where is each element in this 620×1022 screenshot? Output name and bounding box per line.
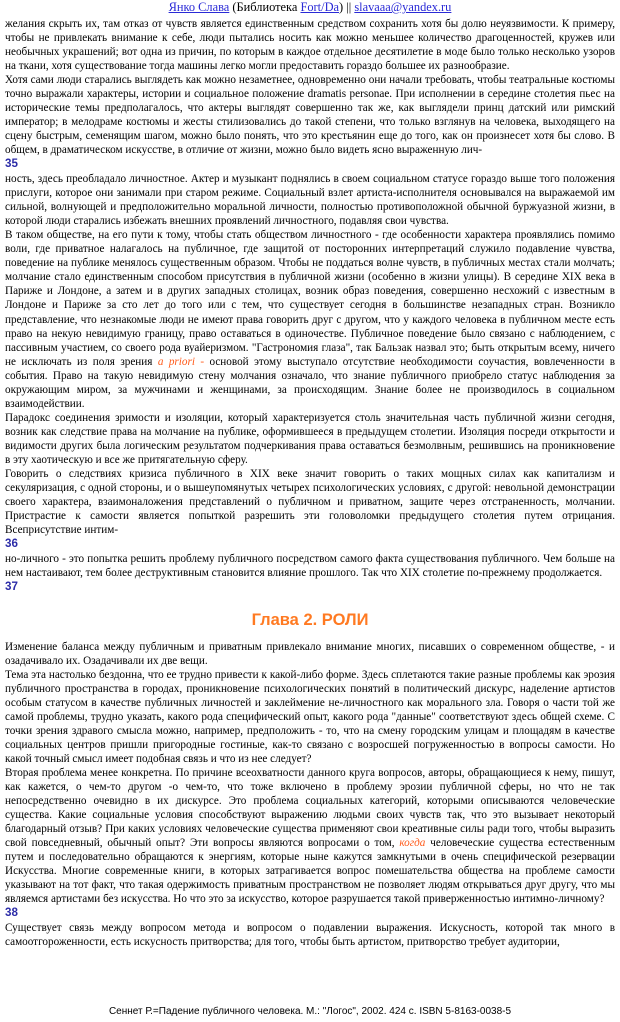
- paragraph: но-личного - это попытка решить проблему публичного посредством самого факта существования публичного. Чем больше на нем настаивают, тем более деструктивным становится влияние прошлого. Так что XIX столетие по-прежнему продолжается.: [5, 552, 615, 579]
- paragraph: Тема эта настолько бездонна, что ее трудно привести к какой-либо форме. Здесь сплетаются такие разные проблемы как эрозия публичного пространства в городах, проникновение психологических понятий в политический дискурс, наделение артистов особым статусом в качестве публичных личностей и заклеймение не-личностного как морального зла. Говоря о части той же самой проблемы, трудно указать, какого рода специфический опыт, какого рода "данные" соответствуют здесь общей схеме. С точки зрения здравого смысла можно, например, предположить - то, что на смену городским улицам и площадям в качестве социальных центров пришли пригородные гостиные, как-то связано с возросшей погруженностью в вопросы самости. Но какой точный смысл имеет подобная связь и что из нее следует?: [5, 668, 615, 765]
- paragraph-text: В таком обществе, на его пути к тому, чтобы стать обществом личностного - где особенности характера проявлялись помимо воли, где приватное налагалось на публичное, где защитой от посторонних интерпретаций служило подавление чувства, поведение на публике менялось существенным образом. Чтобы не поддаться волне чувств, в публичных местах стали молчать; молчание стало единственным способом присутствия в публичной жизни (особенно в жизни улицы). В середине XIX века в Париже и Лондоне, а затем и в других западных столицах, возник образ поведения, совершенно несхожий с известным в Лондоне и Париже за сто лет до того или с тем, что существует сегодня в большинстве незападных стран. Возникло представление, что незнакомые люди не имеют права говорить друг с другом, что у каждого человека в публичном месте есть право на некую невидимую границу, право оставаться в одиночестве. Публичное поведение было связано с наблюдением, с пассивным участием, со своего рода вуайеризмом. "Гастрономия глаза", так Бальзак назвал это; быть открытым всему, ничего не исключать из поля зрения: [5, 229, 615, 368]
- paragraph-text: человеческие существа естественным путем и последовательно обращаются к энергиям, которые ныне кажутся замкнутыми в очень специфической резервации Искусства. Многие современные книги, в которых затрагивается вопрос помешательства общества на проблеме самости указывают на тот факт, что такая одержимость приватным пространством не позволяет людям открываться друг другу, что мы являемся артистами без искусства. Но что это за искусство, которое разрушается такой приверженностью интимно-личному?: [5, 837, 615, 906]
- paragraph: Говорить о следствиях кризиса публичного в XIX веке значит говорить о таких мощных силах как капитализм и секуляризация, с одной стороны, и о вышеупомянутых четырех психологических условиях, с другой: невольной демонстрации своего характера, взаимоналожения представлений о публичном и приватном, защите через отстраненность, молчании. Пристрастие к самости является попыткой разрешить эти головоломки предыдущего столетия путем отрицания. Всеприсутствие интим-: [5, 468, 615, 537]
- page-number: 37: [5, 579, 18, 593]
- paragraph: Изменение баланса между публичным и приватным привлекало внимание многих, писавших о современном обществе, - и озадачивало их. Озадачивали их две вещи.: [5, 640, 615, 667]
- page-number: 35: [5, 157, 18, 171]
- chapter-title: Глава 2. РОЛИ: [251, 610, 369, 629]
- book-text: [5, 17, 615, 997]
- author-link[interactable]: Янко Слава: [168, 0, 230, 14]
- page-number: 36: [5, 537, 18, 551]
- citation-footer: Сеннет Р.=Падение публичного человека. М.: "Логос", 2002. 424 с. ISBN 5-8163-0038-5: [108, 1006, 512, 1017]
- paragraph: [5, 228, 615, 411]
- paragraph: Хотя сами люди старались выглядеть как можно незаметнее, одновременно они начали требовать, чтобы театральные костюмы точно выражали характеры, истории и социальное положение dramatis personae. При исполнении в середине столетия пьес на исторические темы предполагалось, что актеры выглядят совершенно так же, как выглядели принц датский или римский император; в мелодраме костюмы и жесты стилизовались до такой степени, что только взглянув на человека, выходящего на сцену быстрым, семенящим шагом, можно было понять, что это крестьянин еще до того, как он произнесет хотя бы слово. В общем, в драматическом искусстве, в отличие от жизни, можно было видеть ясно выраженную лич-: [5, 74, 615, 157]
- paragraph: Существует связь между вопросом метода и вопросом о подавлении выражения. Искусность, которой так много в самоотгороженности, есть искусность притворства; для того, чтобы быть артистом, притворство требует аудитории,: [5, 922, 615, 949]
- paragraph: [5, 766, 615, 906]
- paragraph: Парадокс соединения зримости и изоляции, который характеризуется столь значительная часть публичной жизни сегодня, возник как следствие права на молчание на публике, оформившееся в предыдущем столетии. Изоляция посреди открытости и видимости других была логическим результатом подчеркивания права оставаться безмолвным, решившись на проникновение в эту хаотическую и все же притягательную сферу.: [5, 411, 615, 466]
- library-label-post: ) ||: [339, 0, 355, 14]
- emphasis-kogda: когда: [399, 837, 426, 850]
- email-link[interactable]: slavaaa@yandex.ru: [354, 0, 452, 14]
- page-number: 38: [5, 906, 18, 920]
- paragraph: ность, здесь преобладало личностное. Актер и музыкант поднялись в своем социальном статусе гораздо выше того положения прислуги, которое они занимали при старом режиме. Социальный взлет артиста-исполнителя основывался на выражаемой им сильной, волнующей и предположительно моральной личности, полностью противоположной обычной буржуазной жизни, в которой люди старались избежать внешних проявлений личностного, подавляя свои чувства.: [5, 173, 615, 228]
- paragraph-text: Вторая проблема менее конкретна. По причине всеохватности данного круга вопросов, авторы, обращающиеся к нему, пишут, как кажется, о чем-то другом -о чем-то, что тоже включено в проблему эрозии публичной сферы, но что не так непосредственно очевидно в их дискурсе. Это проблема социальных категорий, которыми описываются человеческие существа. Какие социальные условия способствуют выражению людьми своих чувств так, что это вызывает некоторый благодарный отзыв? При каких условиях человеческие существа применяют свои креативные силы ради того, чтобы выразить свой повседневный, обычный опыт? Эти вопросы являются вопросами о том,: [5, 766, 615, 850]
- paragraph-text: основой этому выступало отсутствие необходимости соучастия, вовлеченности в события. Право на такую невидимую стену молчания означало, что знание публичного приобрело статус наблюдения за окружающим миром, за мужчинами и женщинами, за происходящим. Знание более не производилось в социальном взаимодействии.: [5, 355, 615, 410]
- site-header: [0, 0, 620, 15]
- library-label-pre: (Библиотека: [229, 0, 301, 14]
- emphasis-a-priori: a priori -: [157, 355, 205, 368]
- paragraph: желания скрыть их, там отказ от чувств является единственным средством сохранить хотя бы долю неуязвимости. К примеру, чтобы не привлекать внимание к себе, люди пытались носить как можно меньшее количество драгоценностей, кружев или необычных украшений; вот одна из причин, по которым в каждое отдельное десятилетие в моде было только несколько узоров на ткани, хотя существование тогда машины легко могли предоставить гораздо большее их разнообразие.: [5, 18, 615, 73]
- library-link[interactable]: Fort/Da: [300, 0, 340, 14]
